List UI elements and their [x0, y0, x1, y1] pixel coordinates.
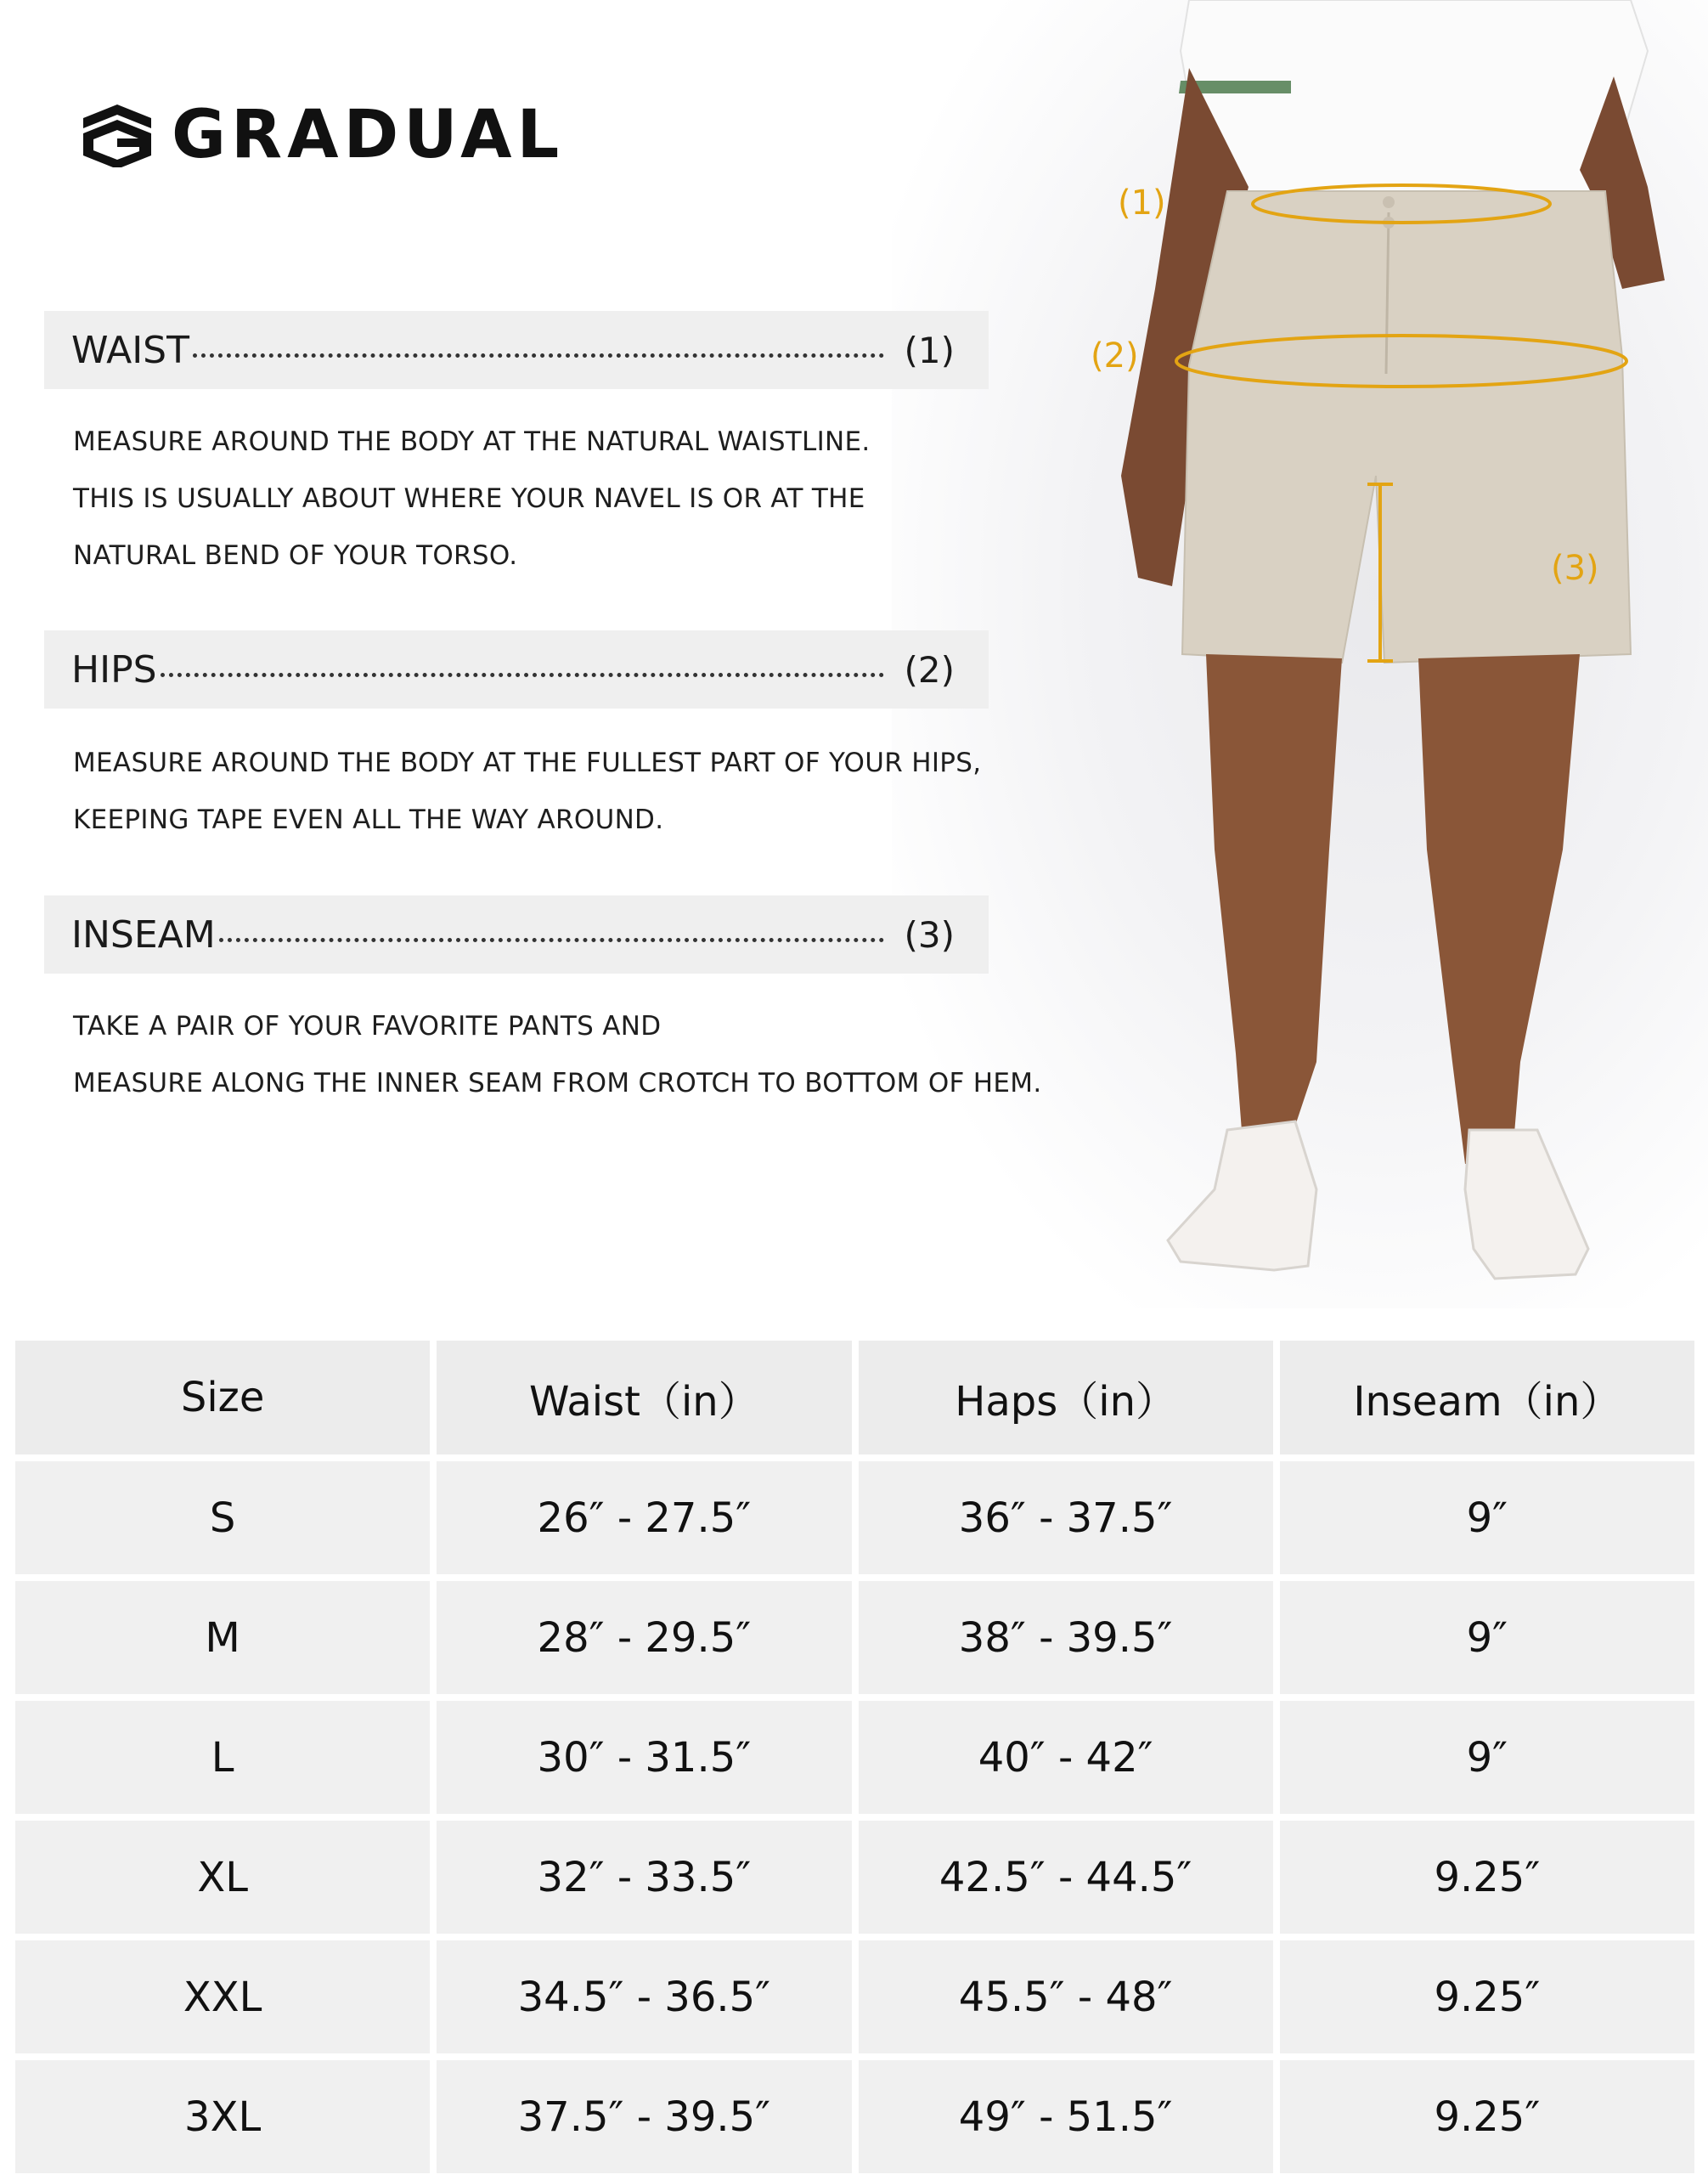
table-row [15, 1940, 1694, 2053]
waist-section-header [44, 311, 989, 389]
inseam-marker: (3) [1551, 549, 1599, 588]
table-row [15, 1821, 1694, 1934]
table-row [15, 1461, 1694, 1574]
size-cell: 3XL [15, 2060, 430, 2173]
description-line: NATURAL BEND OF YOUR TORSO. [73, 540, 518, 571]
table-row [15, 1581, 1694, 1694]
hips-cell: 36″ - 37.5″ [859, 1461, 1273, 1574]
column-header-waist: Waist（in） [437, 1341, 851, 1454]
inseam-cell: 9″ [1280, 1581, 1694, 1694]
description-line: KEEPING TAPE EVEN ALL THE WAY AROUND. [73, 805, 664, 835]
waist-number: (1) [904, 329, 955, 371]
inseam-cell: 9.25″ [1280, 1821, 1694, 1934]
waist-description [73, 414, 871, 585]
waist-cell: 34.5″ - 36.5″ [437, 1940, 851, 2053]
hips-marker: (2) [1091, 336, 1139, 376]
size-cell: M [15, 1581, 430, 1694]
dotted-leader [161, 673, 884, 677]
hips-section-header [44, 630, 989, 709]
description-line: TAKE A PAIR OF YOUR FAVORITE PANTS AND [73, 1011, 662, 1042]
waist-cell: 28″ - 29.5″ [437, 1581, 851, 1694]
description-line: MEASURE AROUND THE BODY AT THE FULLEST PART OF YOUR HIPS, [73, 748, 982, 778]
waist-cell: 26″ - 27.5″ [437, 1461, 851, 1574]
hips-title: HIPS [71, 647, 157, 692]
description-line: MEASURE ALONG THE INNER SEAM FROM CROTCH TO BOTTOM OF HEM. [73, 1068, 1042, 1098]
gradual-logo-icon [78, 103, 156, 167]
hips-cell: 38″ - 39.5″ [859, 1581, 1273, 1694]
waist-cell: 32″ - 33.5″ [437, 1821, 851, 1934]
inseam-number: (3) [904, 913, 955, 956]
inseam-cell: 9.25″ [1280, 1940, 1694, 2053]
brand-name: GRADUAL [172, 97, 565, 173]
size-cell: XXL [15, 1940, 430, 2053]
dotted-leader [219, 938, 884, 942]
table-row [15, 1701, 1694, 1814]
inseam-title: INSEAM [71, 912, 216, 957]
brand-logo [78, 97, 565, 173]
inseam-description [73, 998, 1042, 1112]
size-cell: S [15, 1461, 430, 1574]
hips-number: (2) [904, 648, 955, 691]
size-cell: L [15, 1701, 430, 1814]
hips-description [73, 735, 981, 849]
inseam-cell: 9″ [1280, 1701, 1694, 1814]
hips-cell: 49″ - 51.5″ [859, 2060, 1273, 2173]
inseam-cell: 9.25″ [1280, 2060, 1694, 2173]
table-row [15, 2060, 1694, 2173]
size-cell: XL [15, 1821, 430, 1934]
column-header-hips: Haps（in） [859, 1341, 1273, 1454]
description-line: MEASURE AROUND THE BODY AT THE NATURAL WAISTLINE. [73, 426, 871, 457]
waist-cell: 30″ - 31.5″ [437, 1701, 851, 1814]
hips-cell: 45.5″ - 48″ [859, 1940, 1273, 2053]
waist-cell: 37.5″ - 39.5″ [437, 2060, 851, 2173]
dotted-leader [193, 353, 884, 358]
model-illustration [1087, 0, 1682, 1291]
hips-cell: 42.5″ - 44.5″ [859, 1821, 1273, 1934]
column-header-size: Size [15, 1341, 430, 1454]
waist-marker: (1) [1118, 184, 1166, 223]
column-header-inseam: Inseam（in） [1280, 1341, 1694, 1454]
description-line: THIS IS USUALLY ABOUT WHERE YOUR NAVEL IS OR AT THE [73, 483, 865, 514]
size-chart-table [8, 1334, 1701, 2180]
inseam-section-header [44, 895, 989, 974]
waist-title: WAIST [71, 328, 189, 372]
hips-cell: 40″ - 42″ [859, 1701, 1273, 1814]
table-header-row [15, 1341, 1694, 1454]
inseam-cell: 9″ [1280, 1461, 1694, 1574]
